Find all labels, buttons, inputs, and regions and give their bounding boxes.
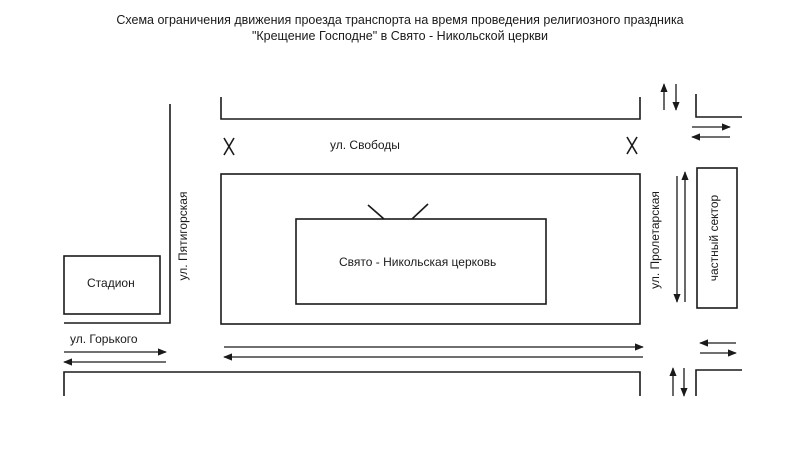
pyatigorskaya-street-edge <box>64 104 170 323</box>
church-dome-left <box>368 205 384 219</box>
gorkogo-street-edge <box>64 372 640 396</box>
church-dome-right <box>412 204 428 219</box>
label-gorkogo-street: ул. Горького <box>70 332 138 346</box>
closure-marker-left <box>224 138 234 155</box>
label-private-sector: частный сектор <box>707 194 721 282</box>
closure-marker-right <box>627 137 637 154</box>
label-pyatigorskaya-street: ул. Пятигорская <box>176 191 190 281</box>
east-curb-top <box>696 94 742 117</box>
church-block <box>221 174 640 324</box>
east-curb-bottom <box>696 370 742 396</box>
label-svobody-street: ул. Свободы <box>330 138 400 152</box>
diagram-title-line-1: Схема ограничения движения проезда транспорта на время проведения религиозного праздника <box>116 13 684 27</box>
label-stadium: Стадион <box>87 276 135 290</box>
svobody-street-edge <box>221 97 640 119</box>
diagram-title-line-2: "Крещение Господне" в Свято - Никольской церкви <box>251 29 549 43</box>
label-church: Свято - Никольская церковь <box>339 255 497 269</box>
label-proletarskaya-street: ул. Пролетарская <box>648 191 662 289</box>
